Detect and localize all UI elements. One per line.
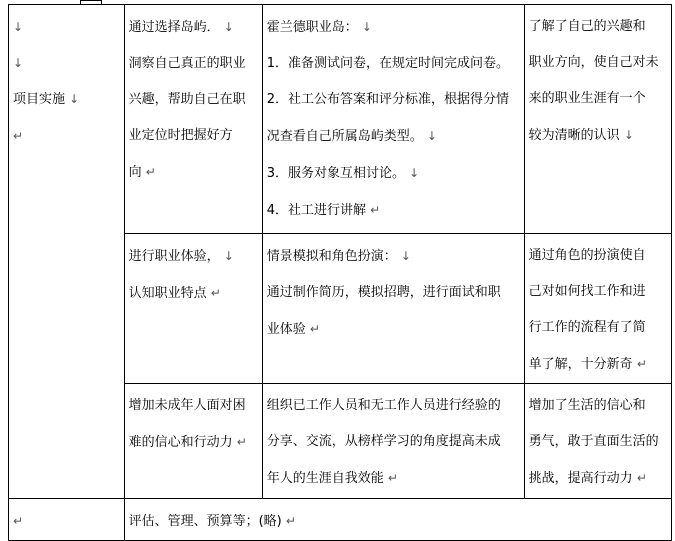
effect-cell: 了解了自己的兴趣和 职业方向，使自己对未 来的职业生涯有一个 较为清晰的认识 ↓	[524, 5, 671, 234]
table-row	[9, 499, 672, 541]
effect-cell: 增加了生活的信心和 勇气，敢于直面生活的 挑战，提高行动力 ↵	[524, 384, 671, 499]
footer-cell: 评估、管理、预算等；(略) ↵	[124, 499, 671, 541]
effect-cell: 通过角色的扮演使自 己对如何找工作和进 行工作的流程有了简 单了解，十分新奇 ↵	[524, 234, 671, 384]
footer-left-cell: ↵	[9, 499, 125, 541]
content-cell: 组织已工作人员和无工作人员进行经验的 分享、交流，从榜样学习的角度提高未成 年人的生涯自我效能 ↵	[262, 384, 524, 499]
content-cell: 情景模拟和角色扮演： ↓ 通过制作简历，模拟招聘，进行面试和职 业体验 ↵	[262, 234, 524, 384]
content-cell: 霍兰德职业岛： ↓ 1．准备测试问卷，在规定时间完成问卷。 2．社工公布答案和评分标准，根据得分情 况查看自己所属岛屿类型。 ↓ 3．服务对象互相讨论。 ↓ 4．社工进行讲解 ↵	[262, 5, 524, 234]
footer-text: 评估、管理、预算等；(略)	[128, 514, 282, 529]
table-row	[9, 5, 672, 234]
activity-table	[8, 4, 672, 541]
goal-cell: 通过选择岛屿． ↓ 洞察自己真正的职业 兴趣，帮助自己在职 业定位时把握好方 向 ↵	[124, 5, 262, 234]
goal-cell: 进行职业体验， ↓ 认知职业特点 ↵	[124, 234, 262, 384]
project-label: 项目实施	[13, 92, 66, 107]
project-label-cell: ↓ ↓ 项目实施 ↓ ↵	[9, 5, 125, 499]
goal-cell: 增加未成年人面对困 难的信心和行动力 ↵	[124, 384, 262, 499]
